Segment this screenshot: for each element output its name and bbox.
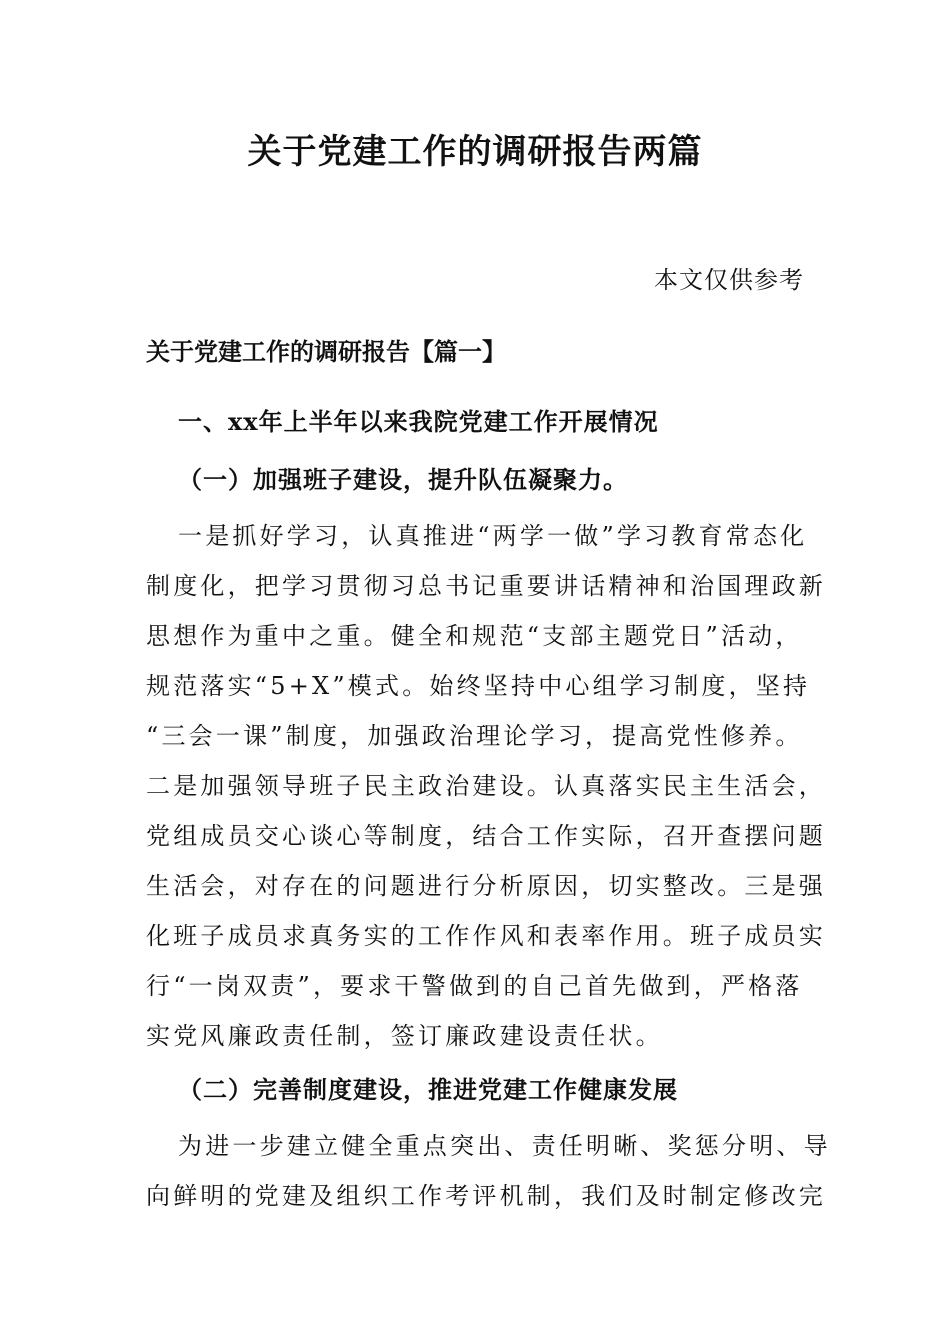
paragraph-line: 一是抓好学习，认真推进“两学一做”学习教育常态化 [178,522,808,550]
paragraph-line: 思想作为重中之重。健全和规范“支部主题党日”活动， [146,622,803,650]
paragraph-line: 向鲜明的党建及组织工作考评机制，我们及时制定修改完 [146,1182,826,1210]
section-title: 关于党建工作的调研报告【篇一】 [146,337,506,366]
paragraph-line: “三会一课”制度，加强政治理论学习，提高党性修养。 [146,722,803,750]
subheading-1: （一）加强班子建设，提升队伍凝聚力。 [178,465,628,494]
paragraph-line: 为进一步建立健全重点突出、责任明晰、奖惩分明、导 [178,1132,831,1160]
paragraph-line: 制度化，把学习贯彻习总书记重要讲话精神和治国理政新 [146,572,826,600]
paragraph-line: 党组成员交心谈心等制度，结合工作实际，召开查摆问题 [146,822,826,850]
reference-note: 本文仅供参考 [654,266,804,294]
paragraph-line: 生活会，对存在的问题进行分析原因，切实整改。三是强 [146,872,826,900]
paragraph-line: 行“一岗双责”，要求干警做到的自己首先做到，严格落 [146,972,803,1000]
document-title: 关于党建工作的调研报告两篇 [247,132,703,172]
heading-1: 一、xx年上半年以来我院党建工作开展情况 [178,407,659,436]
paragraph-line: 化班子成员求真务实的工作作风和表率作用。班子成员实 [146,922,826,950]
subheading-2: （二）完善制度建设，推进党建工作健康发展 [178,1075,678,1104]
paragraph-line: 规范落实“5+X”模式。始终坚持中心组学习制度，坚持 [146,672,811,700]
paragraph-line: 实党风廉政责任制，签订廉政建设责任状。 [146,1022,663,1050]
paragraph-line: 二是加强领导班子民主政治建设。认真落实民主生活会， [146,772,826,800]
